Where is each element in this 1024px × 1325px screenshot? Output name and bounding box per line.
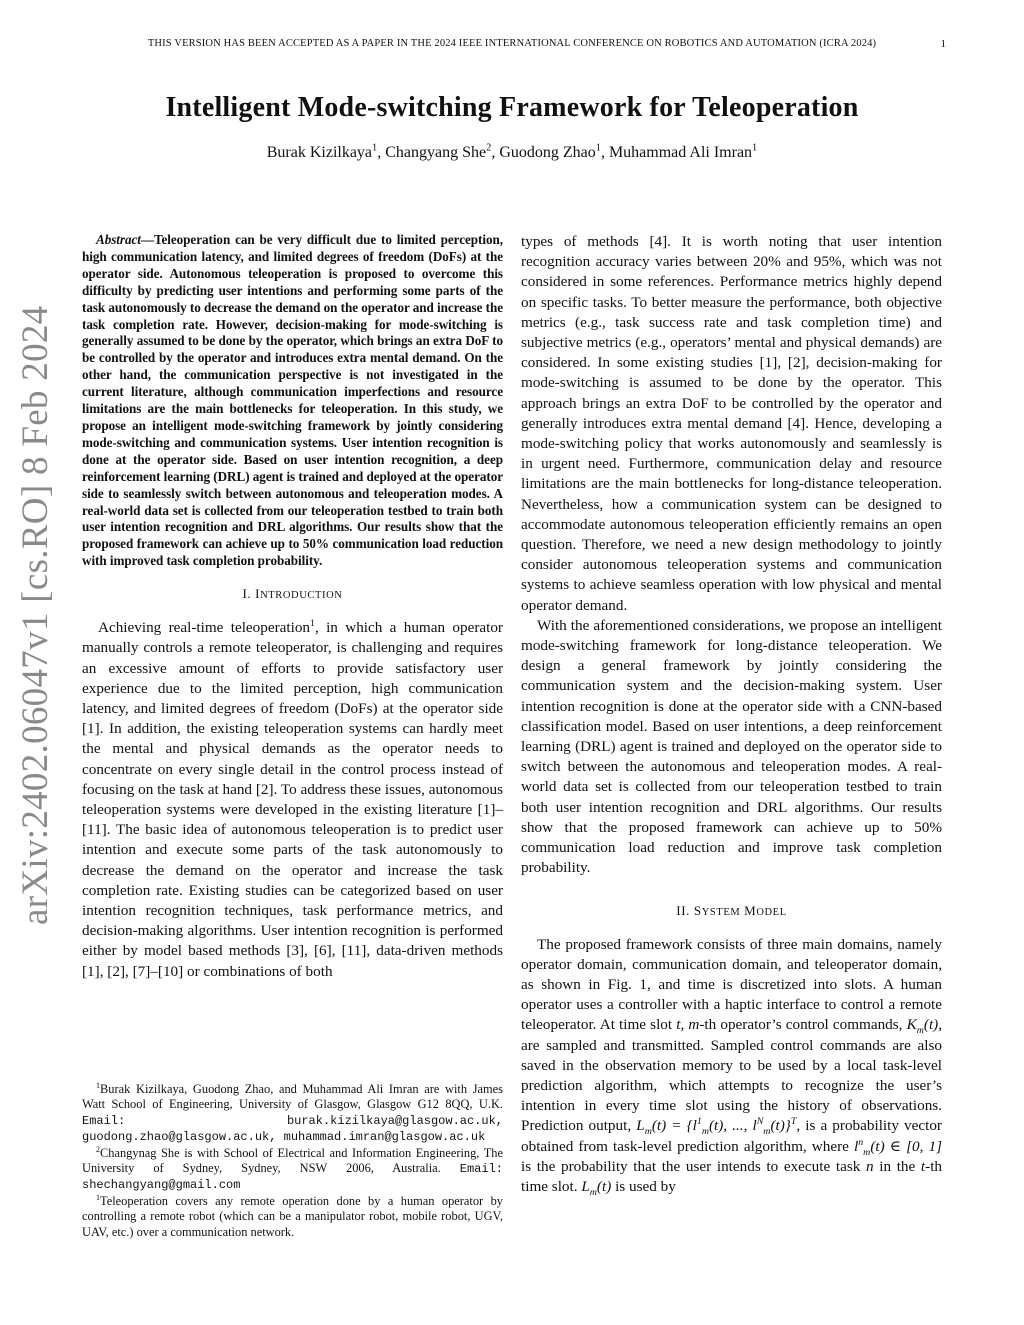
abstract-dash: —	[140, 232, 154, 247]
math-symbol: L	[636, 1117, 645, 1135]
paper-title: Intelligent Mode-switching Framework for Teleoperation	[165, 92, 859, 123]
math-subscript: m	[701, 1126, 709, 1138]
system-model-paragraph: The proposed framework consists of three main domains, namely operator domain, communication domain, and teleoperator domain, as shown in Fig. 1, and time is discretized into slots. A human operator uses a controller with a haptic interface to control a remote teleoperator. At time slot t, m-th operator’s control commands, $K_m(t)$, are sampled and transmitted. Sampled control commands are also saved in the observation memory to be used by a local task-level prediction algorithm, which attempts to recognize the user’s intention in every time slot using the history of observations. Prediction output, $L_m(t) = \{l^1_m(t)$, ..., $l^N_m(t)\}^T$, is a probability vector obtained from task-level prediction algorithm, where $l^n_m(t)$ ∈ [0, 1] is the probability that the user intends to execute task n in the t-th time slot. $L_m(t)$ is used by	[521, 935, 943, 1198]
author-name: Guodong Zhao	[499, 144, 596, 161]
math-symbol: t	[920, 1157, 926, 1175]
section-heading-introduction	[82, 570, 503, 618]
arxiv-stamp: arXiv:2402.06047v1 [cs.RO] 8 Feb 2024	[15, 305, 56, 925]
footnote-text: Changynag She is with School of Electrical and Information Engineering, The University of Sydney, Sydney, NSW 2006, Australia.	[82, 1145, 503, 1176]
footnote-mark: 1	[310, 618, 315, 630]
footnote-affiliation-1	[82, 1082, 503, 1146]
math-part: (t) ∈ [0, 1]	[870, 1137, 942, 1155]
email-label: Email:	[459, 1162, 503, 1177]
math-subscript: m	[863, 1146, 871, 1158]
footnote-mark: 2	[96, 1144, 101, 1154]
footnote-teleoperation	[82, 1194, 503, 1240]
math-superscript: n	[858, 1136, 864, 1148]
math-part: (t), ..., l	[708, 1117, 757, 1135]
email-label: Email:	[82, 1113, 126, 1128]
math-symbol: m	[688, 1016, 700, 1034]
abstract-label: Abstract	[96, 232, 141, 247]
body-text-span: in the	[879, 1157, 916, 1175]
footnote-email: shechangyang@gmail.com	[82, 1178, 241, 1193]
footnote-mark: 1	[96, 1080, 101, 1090]
math-subscript: m	[916, 1025, 924, 1037]
math-expression	[581, 1177, 612, 1198]
math-part: (t) = {l	[651, 1117, 697, 1135]
math-symbol: t	[676, 1016, 681, 1034]
author-separator: ,	[600, 144, 609, 161]
body-text-span: -th operator’s control commands,	[699, 1016, 903, 1034]
math-expression	[854, 1136, 942, 1158]
author-name: Changyang She	[385, 144, 487, 161]
abstract-text: Teleoperation can be very difficult due to limited perception, high communication latency, and limited degrees of freedom (DoFs) at the operator side. Autonomous teleoperation is proposed to overcome this difficulty by predicting user intentions and performing some parts of the task autonomously to decrease the demand on the operator and increase the task completion rate. However, decision-making for mode-switching is generally assumed to be done by the operator, which brings an extra DoF to be controlled by the operator and introduces extra mental demand. On the other hand, the communication perspective is not investigated in the current literature, although communication imperfections and resource limitations are the main bottlenecks for teleoperation. In this study, we propose an intelligent mode-switching framework by jointly considering mode-switching and communication systems. User intention recognition is done at the operator side. Based on user intention recognition, a deep reinforcement learning (DRL) agent is trained and deployed at the operator side to seamlessly switch between autonomous and teleoperation modes. A real-world data set is collected from our teleoperation testbed to train both user intention recognition and DRL algorithms. Our results show that the proposed framework can achieve up to 50% communication load reduction with improved task completion probability.	[82, 232, 503, 569]
body-text-span: , is a probability vector obtained from task-level prediction algorithm, where	[521, 1117, 942, 1155]
author-name: Burak Kizilkaya	[266, 144, 373, 161]
math-part: (t)}	[770, 1117, 791, 1135]
left-column	[82, 232, 503, 982]
section-heading-system-model	[521, 879, 942, 935]
section-number: II.	[676, 902, 690, 918]
math-superscript: T	[790, 1116, 797, 1128]
math-subscript: m	[763, 1126, 771, 1138]
math-symbol: l	[854, 1137, 859, 1155]
math-symbol: L	[581, 1177, 590, 1195]
section-initial: I	[255, 586, 261, 602]
section-initial: S	[693, 902, 702, 918]
section-initial: M	[744, 902, 757, 918]
footnotes	[82, 1082, 503, 1240]
body-text-span: is the probability that the user intends to execute task	[521, 1157, 861, 1175]
affiliation-mark: 2	[486, 142, 492, 154]
author-separator: ,	[377, 144, 386, 161]
math-subscript: m	[644, 1126, 652, 1138]
math-argument: (t)	[596, 1177, 612, 1195]
abstract	[82, 232, 503, 570]
intro-text: , in which a human operator manually controls a remote teleoperator, is challenging and requires an excessive amount of efforts to provide satisfactory user experience due to the limited perception, high communication latency, and limited degrees of freedom (DoFs) at the operator side [1]. In addition, the existing teleoperation systems can hardly meet the mental and physical demands as the operator needs to concentrate on every single detail in the control process instead of focusing on the task at hand [2]. To address these issues, autonomous teleoperation systems were developed in the existing literature [1]–[11]. The basic idea of autonomous teleoperation is to predict user intention and execute some parts of the task autonomously to decrease the demand on the operator and increase the task completion rate. Existing studies can be categorized based on user intention recognition techniques, task performance metrics, and decision-making algorithms. User intention recognition is performed either by model based methods [3], [6], [11], data-driven methods [1], [2], [7]–[10] or combinations of both	[82, 619, 503, 980]
math-superscript: N	[756, 1116, 764, 1128]
section-title-rest: YSTEM	[701, 906, 741, 918]
footnote-text: Burak Kizilkaya, Guodong Zhao, and Muhammad Ali Imran are with James Watt School of Engineering, University of Glasgow, Glasgow G12 8QQ, U.K.	[82, 1082, 503, 1112]
math-symbol: K	[906, 1016, 917, 1034]
running-header: THIS VERSION HAS BEEN ACCEPTED AS A PAPER IN THE 2024 IEEE INTERNATIONAL CONFERENCE ON ROBOTICS AND AUTOMATION (ICRA 2024)	[147, 38, 877, 49]
footnote-emails: burak.kizilkaya@glasgow.ac.uk, guodong.zhao@glasgow.ac.uk, muhammad.imran@glasgow.ac.uk	[82, 1113, 503, 1145]
footnote-affiliation-2	[82, 1146, 503, 1194]
author-separator: ,	[491, 144, 500, 161]
section-number: I.	[242, 586, 252, 602]
section-title-rest: NTRODUCTION	[260, 590, 343, 602]
math-symbol: n	[865, 1157, 874, 1175]
math-superscript: 1	[696, 1116, 702, 1128]
affiliation-mark: 1	[595, 142, 601, 154]
body-text-span: The proposed framework consists of three main domains, namely operator domain, communication domain, and teleoperator domain, as shown in Fig. 1, and time is discretized into slots. A human operator uses a controller with a haptic interface to control a remote teleoperator. At time slot	[521, 935, 942, 1034]
math-subscript: m	[589, 1186, 597, 1198]
intro-paragraph	[82, 618, 503, 982]
intro-text: Achieving real-time teleoperation	[98, 619, 311, 637]
body-text-span: , are sampled and transmitted. Sampled control commands are also saved in the observation memory to be used by a local task-level prediction algorithm, which attempts to recognize the user’s intention in every time slot using the history of observations. Prediction output,	[521, 1016, 943, 1135]
author-list	[0, 144, 1024, 162]
math-expression	[636, 1116, 797, 1138]
footnote-mark: 1	[96, 1192, 101, 1202]
footnote-text: Teleoperation covers any remote operation done by a human operator by controlling a remote robot (which can be a manipulator robot, mobile robot, UGV, UAV, etc.) over a communication network.	[82, 1193, 503, 1239]
right-column	[521, 232, 942, 1197]
affiliation-mark: 1	[752, 142, 758, 154]
section-title-rest: ODEL	[756, 906, 787, 918]
intro-paragraph-2: With the aforementioned considerations, we propose an intelligent mode-switching framework for long-distance teleoperation. We design a general framework by jointly considering the communication system and the decision-making system. User intention recognition is done at the operator side with a CNN-based classification model. Based on user intentions, a deep reinforcement learning (DRL) agent is trained and deployed on the operator side to switch between the autonomous and teleoperation modes. A real-world data set is collected from our teleoperation testbed to train both user intention recognition and DRL algorithms. Our results show that the proposed framework can achieve up to 50% communication load reduction and improve task completion probability.	[521, 616, 942, 877]
intro-paragraph-continued: types of methods [4]. It is worth noting that user intention recognition accuracy varies between 20% and 95%, which was not considered in some references. Performance metrics highly depend on specific tasks. To better measure the performance, both objective metrics (e.g., task success rate and task completion time) and subjective metrics (e.g., operators’ mental and physical demands) are considered. In some existing studies [1], [2], decision-making for mode-switching is assumed to be done by the operator. This approach brings an extra DoF to be controlled by the operator and generally introduces extra mental demand [4]. Hence, developing a mode-switching policy that works autonomously and seamlessly is in urgent need. Furthermore, communication delay and resource limitations are the main bottlenecks for long-distance teleoperation. Nevertheless, how a communication system can be designed to accommodate autonomous teleoperation efficiently remains an open question. Therefore, we need a new design methodology to jointly consider autonomous teleoperation systems and communication systems to achieve seamless operation with low physical and mental operator demand.	[521, 233, 942, 614]
math-argument: (t)	[923, 1016, 939, 1034]
affiliation-mark: 1	[372, 142, 378, 154]
page-number: 1	[940, 38, 946, 50]
author-name: Muhammad Ali Imran	[608, 144, 753, 161]
math-expression	[906, 1016, 939, 1037]
body-text-span: -th time slot.	[521, 1157, 943, 1195]
body-text-span: is used by	[615, 1177, 676, 1195]
